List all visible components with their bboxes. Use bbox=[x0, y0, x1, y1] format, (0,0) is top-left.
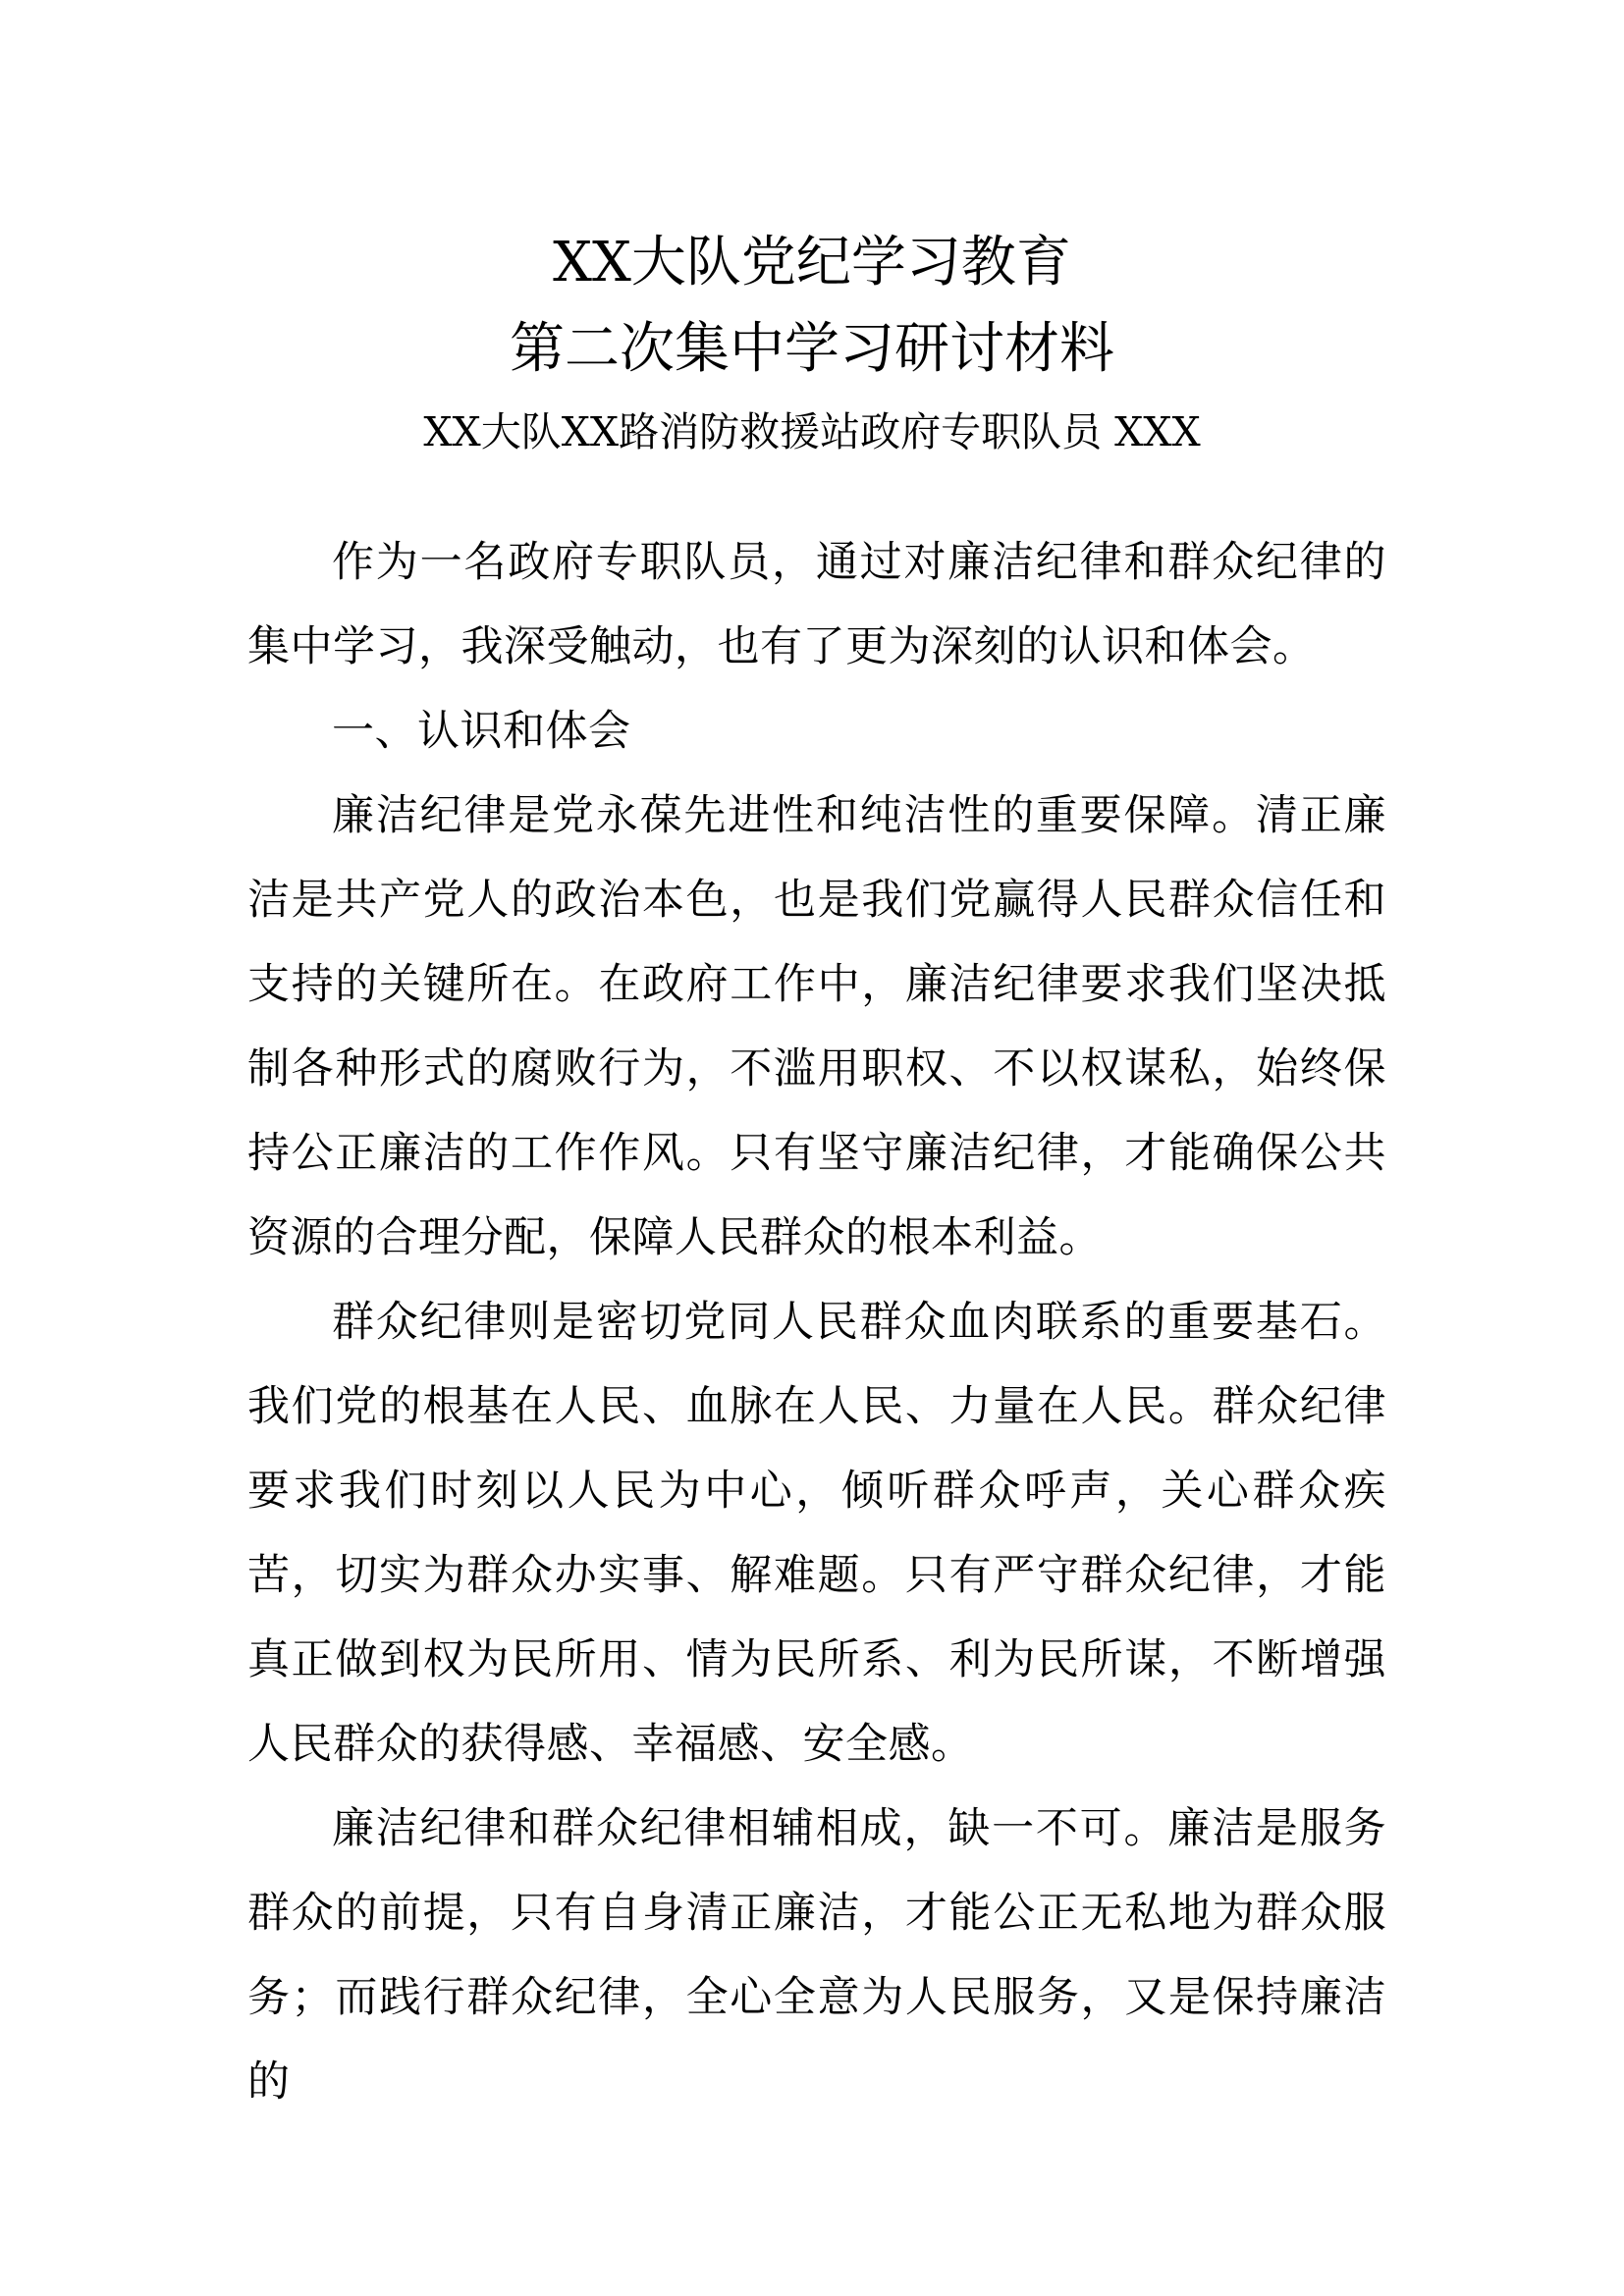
intro-paragraph: 作为一名政府专职队员，通过对廉洁纪律和群众纪律的集中学习，我深受触动，也有了更为深刻的认识和体会。 bbox=[247, 538, 1386, 671]
body-paragraph: 廉洁纪律是党永葆先进性和纯洁性的重要保障。清正廉洁是共产党人的政治本色，也是我们党赢得人民群众信任和支持的关键所在。在政府工作中，廉洁纪律要求我们坚决抵制各种形式的腐败行为，不滥用职权、不以权谋私，始终保持公正廉洁的工作作风。只有坚守廉洁纪律，才能确保公共资源的合理分配，保障人民群众的根本利益。 bbox=[247, 791, 1386, 1262]
author-line: XX大队XX路消防救援站政府专职队员 XXX bbox=[423, 408, 1201, 455]
section-heading: 一、认识和体会 bbox=[332, 707, 631, 756]
document-body bbox=[247, 520, 1386, 2124]
document-title-line-2: 第二次集中学习研讨材料 bbox=[510, 317, 1114, 381]
document-title-line-1: XX大队党纪学习教育 bbox=[553, 231, 1071, 294]
body-paragraph: 廉洁纪律和群众纪律相辅相成，缺一不可。廉洁是服务群众的前提，只有自身清正廉洁，才能公正无私地为群众服务；而践行群众纪律，全心全意为人民服务，又是保持廉洁的 bbox=[247, 1804, 1386, 2107]
body-paragraph: 群众纪律则是密切党同人民群众血肉联系的重要基石。我们党的根基在人民、血脉在人民、力量在人民。群众纪律要求我们时刻以人民为中心，倾听群众呼声，关心群众疾苦，切实为群众办实事、解难题。只有严守群众纪律，才能真正做到权为民所用、情为民所系、利为民所谋，不断增强人民群众的获得感、幸福感、安全感。 bbox=[247, 1298, 1386, 1769]
